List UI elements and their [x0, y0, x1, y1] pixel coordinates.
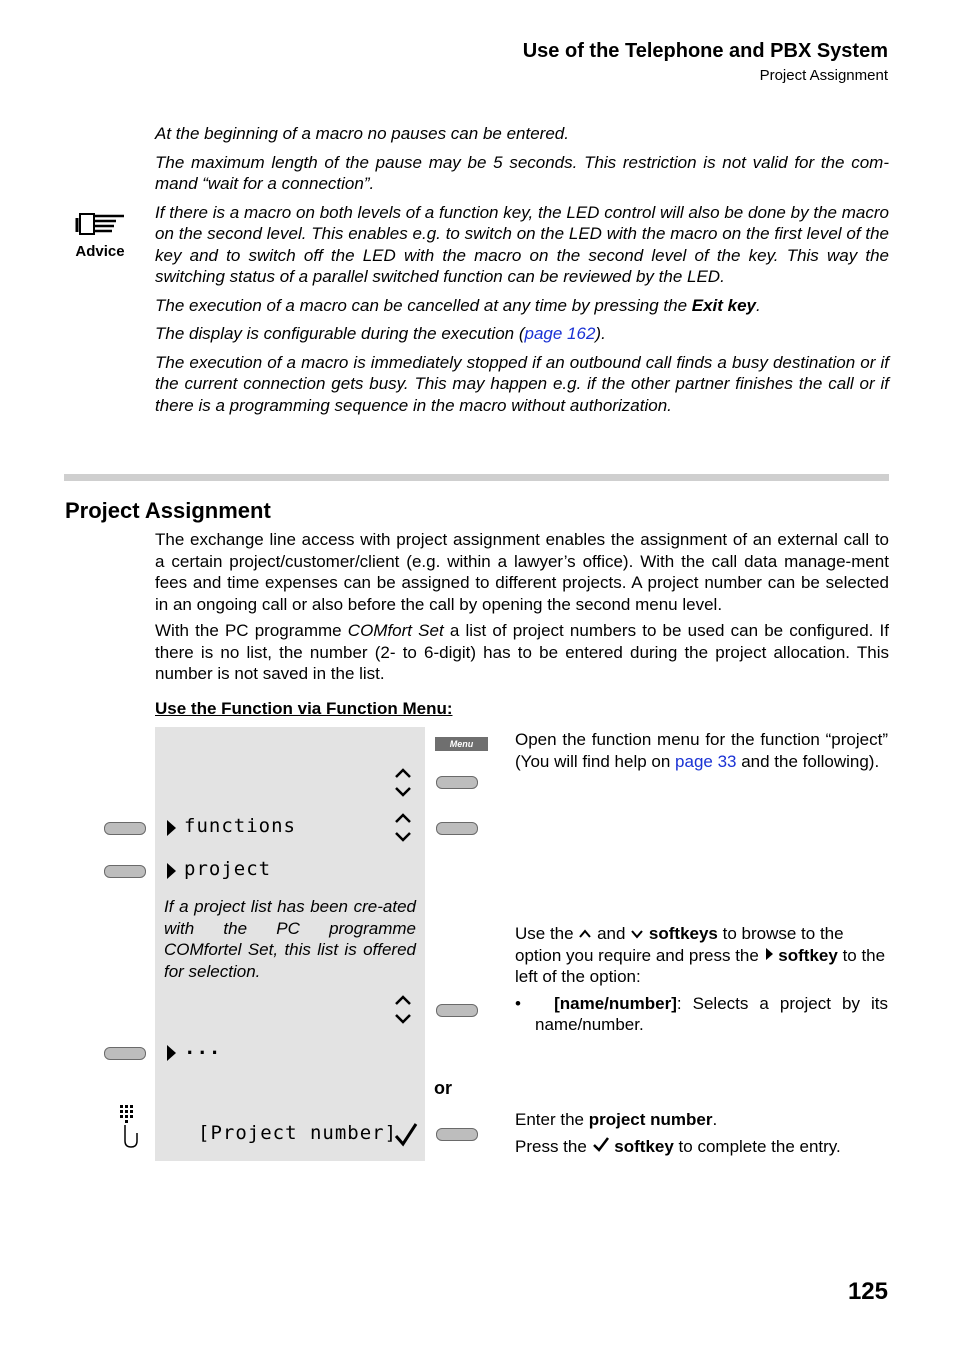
- page-33-link[interactable]: page 33: [675, 751, 737, 771]
- advice-paragraph-exit: The execution of a macro can be cancelled at any time by pressing the Exit key.: [155, 295, 761, 315]
- instruction-text: Use the and softkeys to browse to the option you require and press the softkey to the left of the option:: [515, 924, 886, 986]
- exit-key-term: Exit key: [691, 295, 757, 315]
- advice-paragraph: The execution of a macro is immediately stopped if an outbound call finds a busy destination or if the current connection gets busy. This may happen e.g. if the other partner finishes the call or if there is a programming sequence in the macro without authorization.: [155, 352, 889, 415]
- select-arrow-icon: [164, 1043, 178, 1063]
- softkey-left[interactable]: [104, 865, 146, 878]
- or-label: or: [434, 1078, 452, 1098]
- softkey-right[interactable]: [436, 822, 478, 835]
- lcd-line-functions: functions: [184, 815, 296, 837]
- advice-text: [155, 123, 889, 423]
- header-title: Use of the Telephone and PBX System: [522, 40, 888, 62]
- instruction-enter: [515, 1109, 888, 1162]
- lcd-note: If a project list has been cre-ated with the PC programme COMfortel Set, this list is offered for selection.: [164, 897, 416, 981]
- advice-block-icon: [70, 210, 130, 260]
- section-paragraph: The exchange line access with project assignment enables the assignment of an external call to a certain project/customer/client (e.g. within a lawyer’s office). With the call data manage-ment fees and time expenses can be assigned to different projects. A project number can be selected in an ongoing call or also before the call by opening the second menu level.: [155, 530, 889, 614]
- section-paragraph: With the PC programme COMfort Set a list of project numbers to be used can be configured. If there is no list, the number (2- to 6-digit) has to be entered during the project allocation. This number is not saved in the list.: [155, 621, 889, 683]
- instruction-open-menu: [515, 729, 888, 777]
- header-subtitle: Project Assignment: [759, 67, 888, 84]
- section-title: Project Assignment: [65, 498, 271, 523]
- advice-paragraph: The maximum length of the pause may be 5 seconds. This restriction is not valid for the com-mand “wait for a connection”.: [155, 152, 889, 193]
- down-arrow-icon: [630, 929, 644, 939]
- instruction-text: Open the function menu for the function “project” (You will find help on page 33 and the following).: [515, 730, 888, 771]
- checkmark-icon: [592, 1136, 610, 1152]
- advice-paragraph: At the beginning of a macro no pauses can be entered.: [155, 124, 569, 143]
- instruction-text: Press the softkey to complete the entry.: [515, 1136, 841, 1156]
- comfort-set-term: COMfort Set: [347, 621, 444, 640]
- section-body: [155, 529, 889, 690]
- up-down-arrows-icon: [393, 812, 413, 844]
- softkey-right[interactable]: [436, 776, 478, 789]
- softkey-left[interactable]: [104, 822, 146, 835]
- advice-paragraph: If there is a macro on both levels of a function key, the LED control will also be done by the macro on the second level. This enables e.g. to switch on the LED with the macro on the first level of the key and to switch off the LED with the macro on the second level of the key. This way the switching status of a parallel switched function can be reviewed by the LED.: [155, 202, 889, 286]
- option-bullet: • [name/number]: Selects a project by its name/number.: [515, 993, 888, 1034]
- advice-label: Advice: [75, 243, 125, 260]
- select-arrow-icon: [164, 861, 178, 881]
- lcd-line-project: project: [184, 858, 272, 880]
- page-162-link[interactable]: page 162: [524, 324, 596, 343]
- instruction-browse: [515, 923, 888, 1041]
- menu-key[interactable]: Menu: [435, 737, 488, 751]
- up-arrow-icon: [578, 929, 592, 939]
- lcd-line-project-number: [Project number]: [198, 1122, 398, 1144]
- subheading: Use the Function via Function Menu:: [155, 699, 453, 718]
- instruction-text: Enter the project number.: [515, 1110, 718, 1129]
- pointing-hand-icon: [72, 210, 128, 238]
- select-arrow-icon: [764, 947, 774, 961]
- name-number-option: [name/number]: [554, 993, 677, 1013]
- select-arrow-icon: [164, 818, 178, 838]
- checkmark-icon: [394, 1122, 418, 1148]
- section-divider: [64, 474, 889, 481]
- up-down-arrows-icon: [393, 994, 413, 1026]
- page-number: 125: [847, 1278, 888, 1305]
- keypad-hand-icon: [116, 1103, 142, 1149]
- advice-paragraph-display: The display is configurable during the execution (page 162).: [155, 324, 606, 343]
- softkey-right[interactable]: [436, 1004, 478, 1017]
- up-down-arrows-icon: [393, 767, 413, 799]
- lcd-line-dots: ...: [184, 1037, 222, 1059]
- softkey-left[interactable]: [104, 1047, 146, 1060]
- softkey-right[interactable]: [436, 1128, 478, 1141]
